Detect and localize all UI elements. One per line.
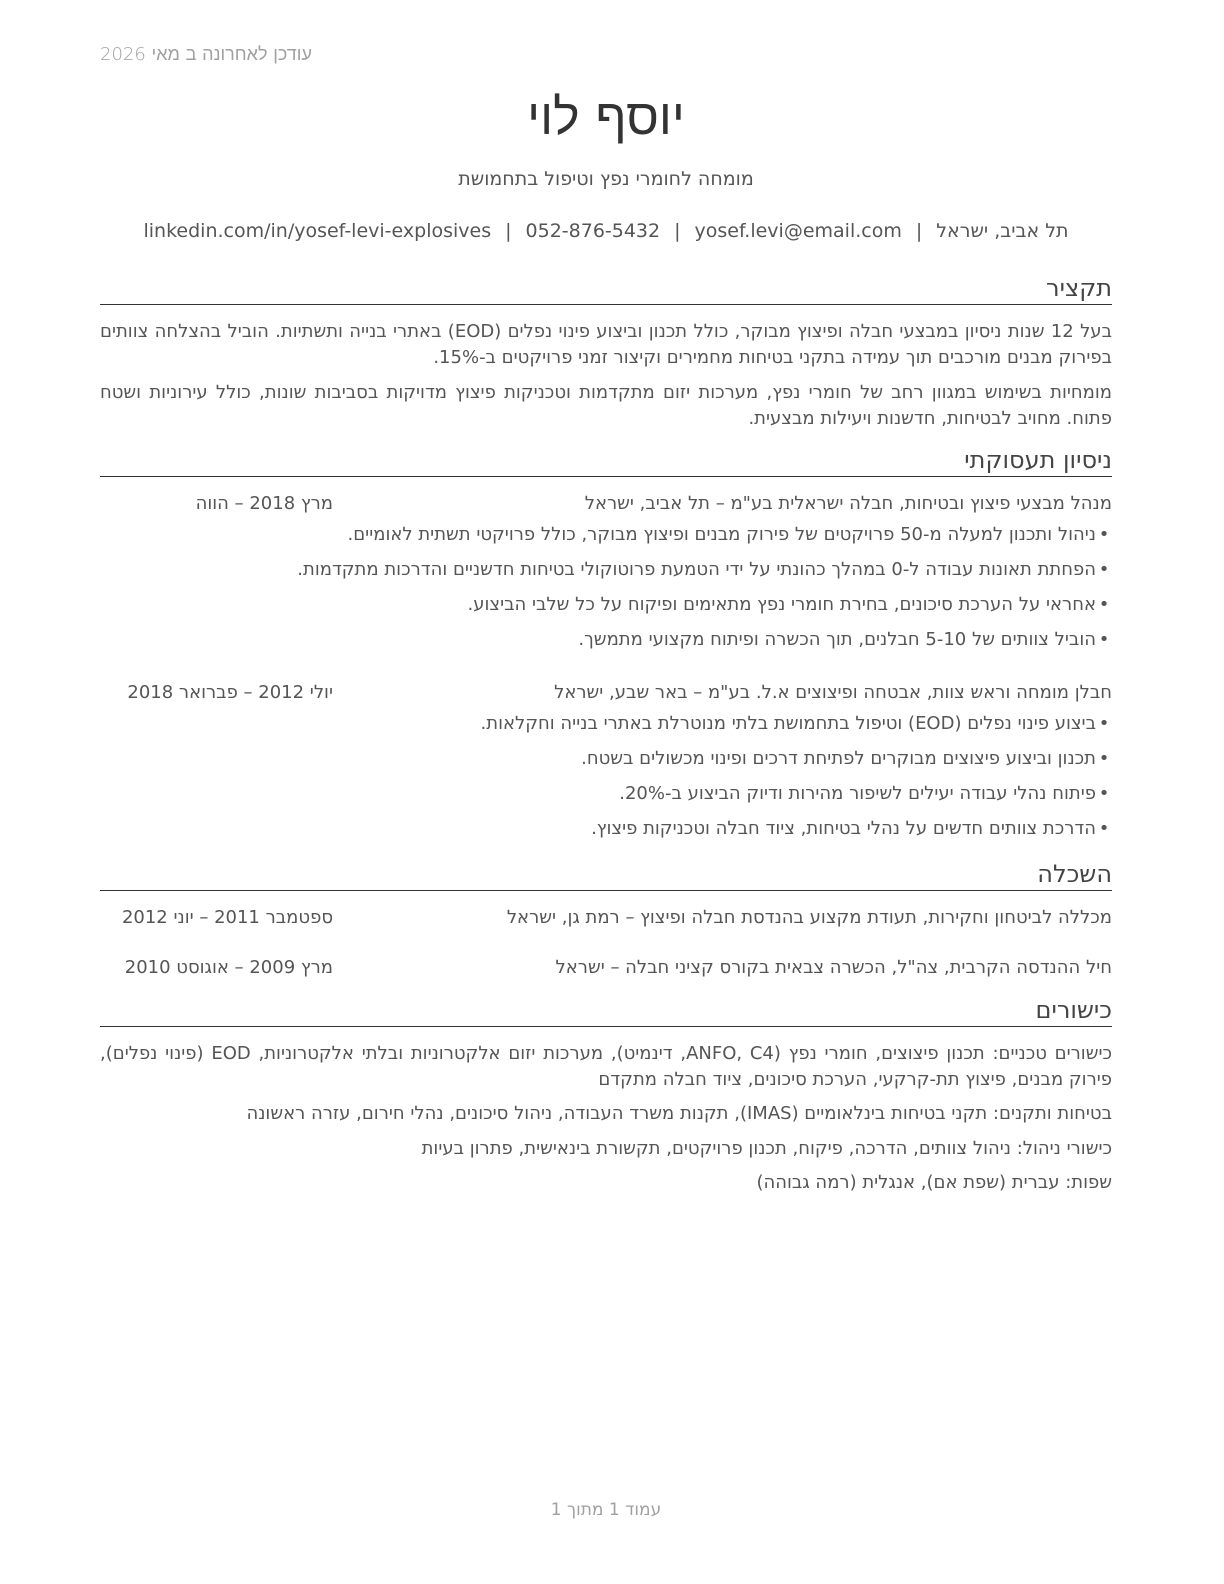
job-bullet-text: ביצוע פינוי נפלים (EOD) וטיפול בתחמושת בלתי מנוטרלת באתרי בנייה וחקלאות. bbox=[480, 713, 1096, 734]
job-bullet-text: פיתוח נהלי עבודה יעילים לשיפור מהירות ודיוק הביצוע ב-20%. bbox=[619, 783, 1096, 804]
job-dates: מרץ 2018 – הווה bbox=[195, 493, 333, 514]
skills-heading: כישורים bbox=[100, 996, 1112, 1027]
summary-paragraph: מומחיות בשימוש במגוון רחב של חומרי נפץ, מערכות יזום מתקדמות וטכניקות פיצוץ מדויקות בסביבות שונות, כולל עירוניות ושטח פתוח. מחויב לבטיחות, חדשנות ויעילות מבצעית. bbox=[100, 382, 1112, 429]
job-bullet-text: הוביל צוותים של 5-10 חבלנים, תוך הכשרה ופיתוח מקצועי מתמשך. bbox=[578, 629, 1096, 650]
candidate-name: יוסף לוי bbox=[527, 88, 685, 146]
job-bullet bbox=[100, 746, 1112, 772]
education-text: מכללה לביטחון וחקירות, תעודת מקצוע בהנדסת חבלה ופיצוץ – רמת גן, ישראל bbox=[506, 907, 1112, 928]
job-bullet-text: הפחתת תאונות עבודה ל-0 במהלך כהונתי על ידי הטמעת פרוטוקולי בטיחות חדשניים והדרכות מתקדמות. bbox=[297, 559, 1096, 580]
bullet-icon: • bbox=[1098, 559, 1110, 580]
skills-item: כישורי ניהול: ניהול צוותים, הדרכה, פיקוח, תכנון פרויקטים, תקשורת בינאישית, פתרון בעיות bbox=[421, 1138, 1112, 1159]
contact-separator: | bbox=[915, 220, 923, 242]
education-text: חיל ההנדסה הקרבית, צה"ל, הכשרה צבאית בקורס קציני חבלה – ישראל bbox=[555, 957, 1112, 978]
contact-separator: | bbox=[674, 220, 681, 242]
contact-email[interactable]: yosef.levi@email.com bbox=[694, 220, 902, 242]
bullet-icon: • bbox=[1098, 713, 1110, 734]
contact-linkedin[interactable]: linkedin.com/in/yosef-levi-explosives bbox=[143, 220, 492, 242]
bullet-icon: • bbox=[1098, 524, 1110, 545]
job-dates: יולי 2012 – פברואר 2018 bbox=[127, 682, 333, 703]
job-bullet-text: הדרכת צוותים חדשים על נהלי בטיחות, ציוד חבלה וטכניקות פיצוץ. bbox=[591, 818, 1096, 839]
skills-item: כישורים טכניים: תכנון פיצוצים, חומרי נפץ (ANFO, C4, דינמיט), מערכות יזום אלקטרוניות ובלתי אלקטרוניות, EOD (פינוי נפלים), פירוק מבנים, פיצוץ תת-קרקעי, הערכת סיכונים, ציוד חבלה מתקדם bbox=[100, 1043, 1113, 1090]
contact-phone[interactable]: 052-876-5432 bbox=[525, 220, 661, 242]
last-updated-note: עודכן לאחרונה ב מאי 2026 bbox=[100, 44, 312, 65]
bullet-icon: • bbox=[1098, 818, 1110, 839]
resume-page bbox=[100, 0, 1112, 1584]
job-bullet bbox=[100, 627, 1112, 653]
job-role: מנהל מבצעי פיצוץ ובטיחות, חבלה ישראלית בע"מ – תל אביב, ישראל bbox=[584, 493, 1112, 514]
bullet-icon: • bbox=[1098, 629, 1110, 650]
job-bullet bbox=[100, 781, 1112, 807]
skills-item: שפות: עברית (שפת אם), אנגלית (רמה גבוהה) bbox=[756, 1172, 1112, 1193]
page-number: עמוד 1 מתוך 1 bbox=[550, 1500, 662, 1520]
education-dates: ספטמבר 2011 – יוני 2012 bbox=[121, 907, 333, 928]
job-bullet bbox=[100, 592, 1112, 618]
skills-item: בטיחות ותקנים: תקני בטיחות בינלאומיים (IMAS), תקנות משרד העבודה, ניהול סיכונים, נהלי חירום, עזרה ראשונה bbox=[246, 1103, 1112, 1124]
contact-line bbox=[100, 220, 1112, 242]
experience-heading: ניסיון תעסוקתי bbox=[100, 446, 1112, 477]
job-bullet-text: ניהול ותכנון למעלה מ-50 פרויקטים של פירוק מבנים ופיצוץ מבוקר, כולל פרויקטי תשתית לאומיים. bbox=[347, 524, 1096, 545]
job-bullet-text: תכנון וביצוע פיצוצים מבוקרים לפתיחת דרכים ופינוי מכשולים בשטח. bbox=[581, 748, 1096, 769]
bullet-icon: • bbox=[1098, 594, 1110, 615]
summary-paragraph: בעל 12 שנות ניסיון במבצעי חבלה ופיצוץ מבוקר, כולל תכנון וביצוע פינוי נפלים (EOD) באתרי בנייה ותשתיות. הוביל בהצלחה צוותים בפירוק מבנים מורכבים תוך עמידה בתקני בטיחות מחמירים וקיצור זמני פרויקטים ב-15%. bbox=[100, 321, 1112, 368]
summary-heading: תקציר bbox=[100, 274, 1112, 305]
candidate-subtitle: מומחה לחומרי נפץ וטיפול בתחמושת bbox=[458, 168, 754, 190]
job-bullet bbox=[100, 711, 1112, 737]
contact-location: תל אביב, ישראל bbox=[936, 220, 1069, 242]
job-role: חבלן מומחה וראש צוות, אבטחה ופיצוצים א.ל. בע"מ – באר שבע, ישראל bbox=[554, 682, 1112, 703]
job-bullet bbox=[100, 557, 1112, 583]
job-bullet bbox=[100, 522, 1112, 548]
bullet-icon: • bbox=[1098, 748, 1110, 769]
job-bullet-text: אחראי על הערכת סיכונים, בחירת חומרי נפץ מתאימים ופיקוח על כל שלבי הביצוע. bbox=[467, 594, 1096, 615]
bullet-icon: • bbox=[1098, 783, 1110, 804]
job-bullet bbox=[100, 816, 1112, 842]
contact-separator: | bbox=[505, 220, 512, 242]
education-heading: השכלה bbox=[100, 860, 1112, 891]
education-dates: מרץ 2009 – אוגוסט 2010 bbox=[124, 957, 333, 978]
